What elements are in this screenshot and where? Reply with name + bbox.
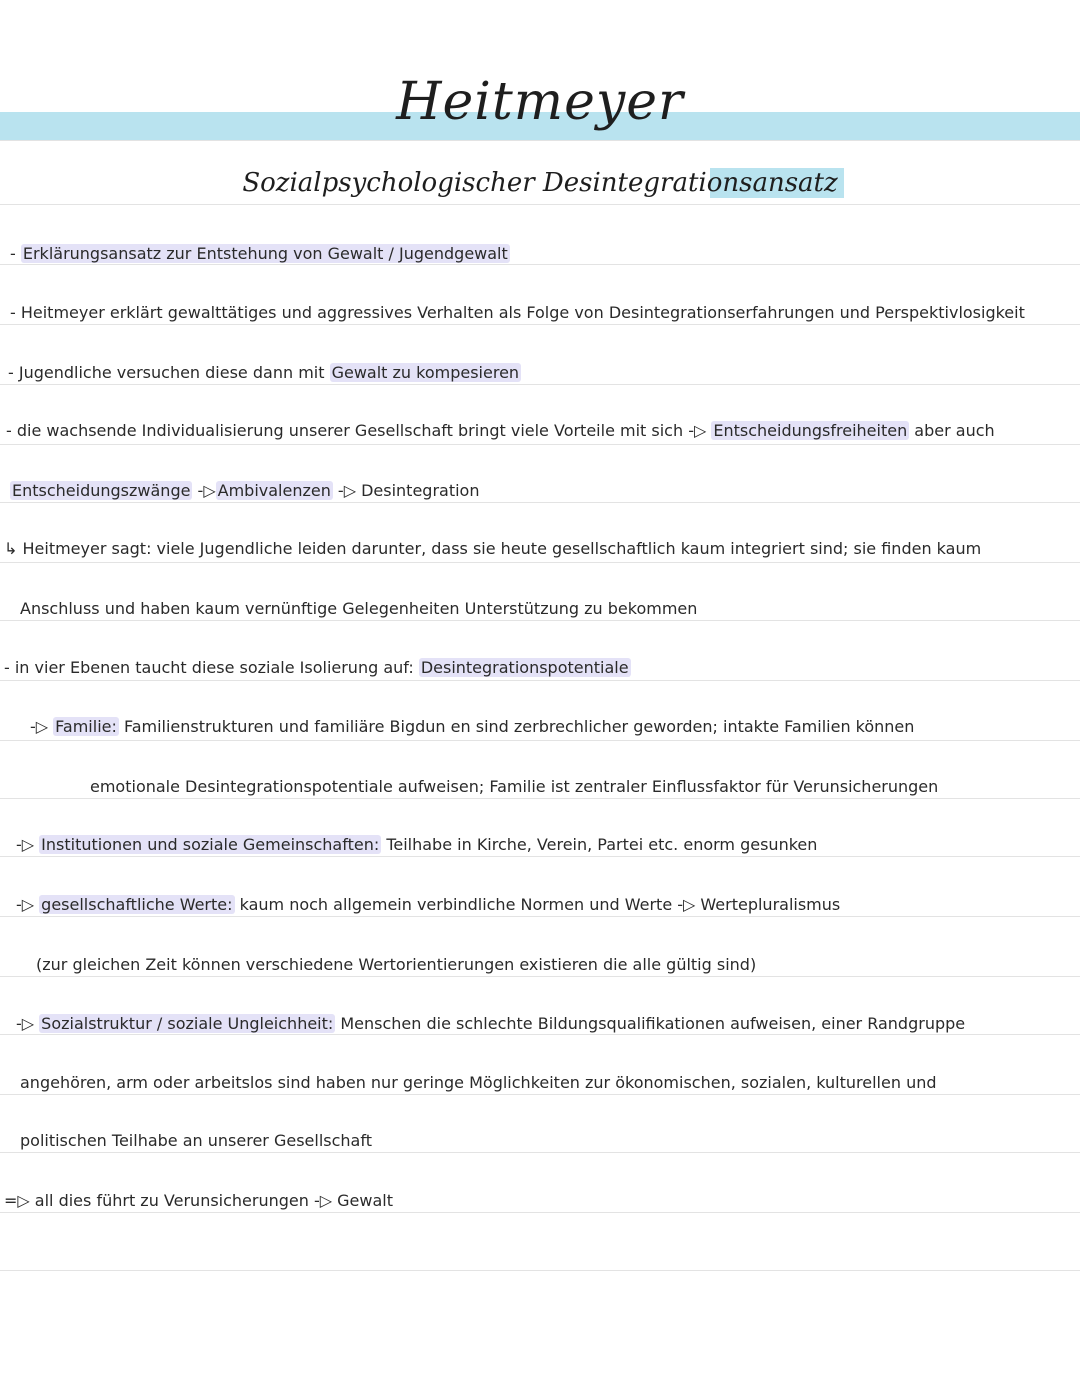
ruled-line — [0, 204, 1080, 205]
note-text: kaum noch allgemein verbindliche Normen und Werte -▷ Wertepluralismus — [234, 895, 841, 914]
bullet-marker: - — [6, 421, 17, 440]
bullet-marker: =▷ — [4, 1191, 35, 1210]
note-text: all dies führt zu Verunsicherungen -▷ Gewalt — [34, 1191, 393, 1210]
note-line — [4, 1190, 393, 1212]
note-text: angehören, arm oder arbeitslos sind haben nur geringe Möglichkeiten zur ökonomischen, sozialen, kulturellen und — [20, 1073, 937, 1092]
note-text: -▷ — [192, 481, 216, 500]
highlighted-text: Gewalt zu kompesieren — [331, 363, 520, 382]
ruled-line — [0, 680, 1080, 681]
note-text: die wachsende Individualisierung unserer Gesellschaft bringt viele Vorteile mit sich -▷ — [16, 421, 712, 440]
highlighted-text: Erklärungsansatz zur Entstehung von Gewalt / Jugendgewalt — [22, 244, 508, 263]
ruled-line — [0, 976, 1080, 977]
note-line — [16, 894, 840, 916]
note-line — [36, 954, 756, 976]
ruled-line — [0, 444, 1080, 445]
bullet-marker: -▷ — [16, 1014, 40, 1033]
page-title: Heitmeyer — [396, 72, 684, 132]
bullet-marker: -▷ — [16, 895, 40, 914]
ruled-line — [0, 740, 1080, 741]
ruled-line — [0, 916, 1080, 917]
note-text: in vier Ebenen taucht diese soziale Isolierung auf: — [14, 658, 419, 677]
ruled-line — [0, 502, 1080, 503]
ruled-line — [0, 1152, 1080, 1153]
note-text: -▷ Desintegration — [332, 481, 480, 500]
ruled-line — [0, 140, 1080, 141]
note-text: emotionale Desintegrationspotentiale aufweisen; Familie ist zentraler Einflussfaktor für Verunsicherungen — [90, 777, 939, 796]
note-line — [20, 1072, 937, 1094]
note-text: Teilhabe in Kirche, Verein, Partei etc. enorm gesunken — [381, 835, 818, 854]
ruled-line — [0, 856, 1080, 857]
note-text: aber auch — [909, 421, 995, 440]
highlighted-text: Sozialstruktur / soziale Ungleichheit: — [41, 1014, 334, 1033]
note-text: Anschluss und haben kaum vernünftige Gelegenheiten Unterstützung zu bekommen — [20, 599, 698, 618]
ruled-line — [0, 384, 1080, 385]
highlighted-text: Institutionen und soziale Gemeinschaften: — [41, 835, 380, 854]
note-line — [8, 362, 521, 384]
highlighted-text: Desintegrationspotentiale — [420, 658, 629, 677]
note-text: (zur gleichen Zeit können verschiedene Wertorientierungen existieren die alle gültig sind) — [36, 955, 757, 974]
highlighted-text: Familie: — [55, 717, 117, 736]
bullet-marker: -▷ — [16, 835, 40, 854]
ruled-line — [0, 798, 1080, 799]
ruled-line — [0, 1270, 1080, 1271]
bullet-marker: -▷ — [30, 717, 54, 736]
note-line — [10, 302, 1025, 324]
note-text: Heitmeyer sagt: viele Jugendliche leiden darunter, dass sie heute gesellschaftlich kaum integriert sind; sie finden kaum — [22, 539, 982, 558]
note-line — [20, 598, 697, 620]
highlighted-text: Ambivalenzen — [217, 481, 331, 500]
note-line — [4, 538, 981, 560]
note-line — [16, 1013, 965, 1035]
ruled-line — [0, 1212, 1080, 1213]
note-line — [16, 834, 817, 856]
highlighted-text: Entscheidungszwänge — [12, 481, 191, 500]
note-line — [10, 480, 479, 502]
highlighted-text: gesellschaftliche Werte: — [41, 895, 233, 914]
bullet-marker: - — [10, 303, 21, 322]
note-text: Menschen die schlechte Bildungsqualifikationen aufweisen, einer Randgruppe — [335, 1014, 966, 1033]
note-text: Heitmeyer erklärt gewalttätiges und aggressives Verhalten als Folge von Desintegrationserfahrungen und Perspektivlosigkeit — [20, 303, 1025, 322]
bullet-marker: - — [10, 244, 21, 263]
bullet-marker: - — [8, 363, 19, 382]
page-subtitle — [0, 168, 1080, 198]
bullet-marker: - — [4, 658, 15, 677]
note-line — [20, 1130, 372, 1152]
note-line — [6, 420, 995, 442]
bullet-marker: ↳ — [4, 539, 23, 558]
note-text: Jugendliche versuchen diese dann mit — [18, 363, 330, 382]
note-line — [10, 243, 510, 265]
subtitle-text: Sozialpsychologischer Desintegrationsansatz — [236, 168, 843, 198]
note-line — [30, 716, 914, 738]
note-text: Familienstrukturen und familiäre Bigdun en sind zerbrechlicher geworden; intakte Familien können — [118, 717, 915, 736]
ruled-line — [0, 1094, 1080, 1095]
highlighted-text: Entscheidungsfreiheiten — [713, 421, 908, 440]
note-line — [4, 657, 631, 679]
ruled-line — [0, 324, 1080, 325]
note-text: politischen Teilhabe an unserer Gesellschaft — [20, 1131, 372, 1150]
ruled-line — [0, 620, 1080, 621]
ruled-line — [0, 562, 1080, 563]
note-line — [90, 776, 938, 798]
